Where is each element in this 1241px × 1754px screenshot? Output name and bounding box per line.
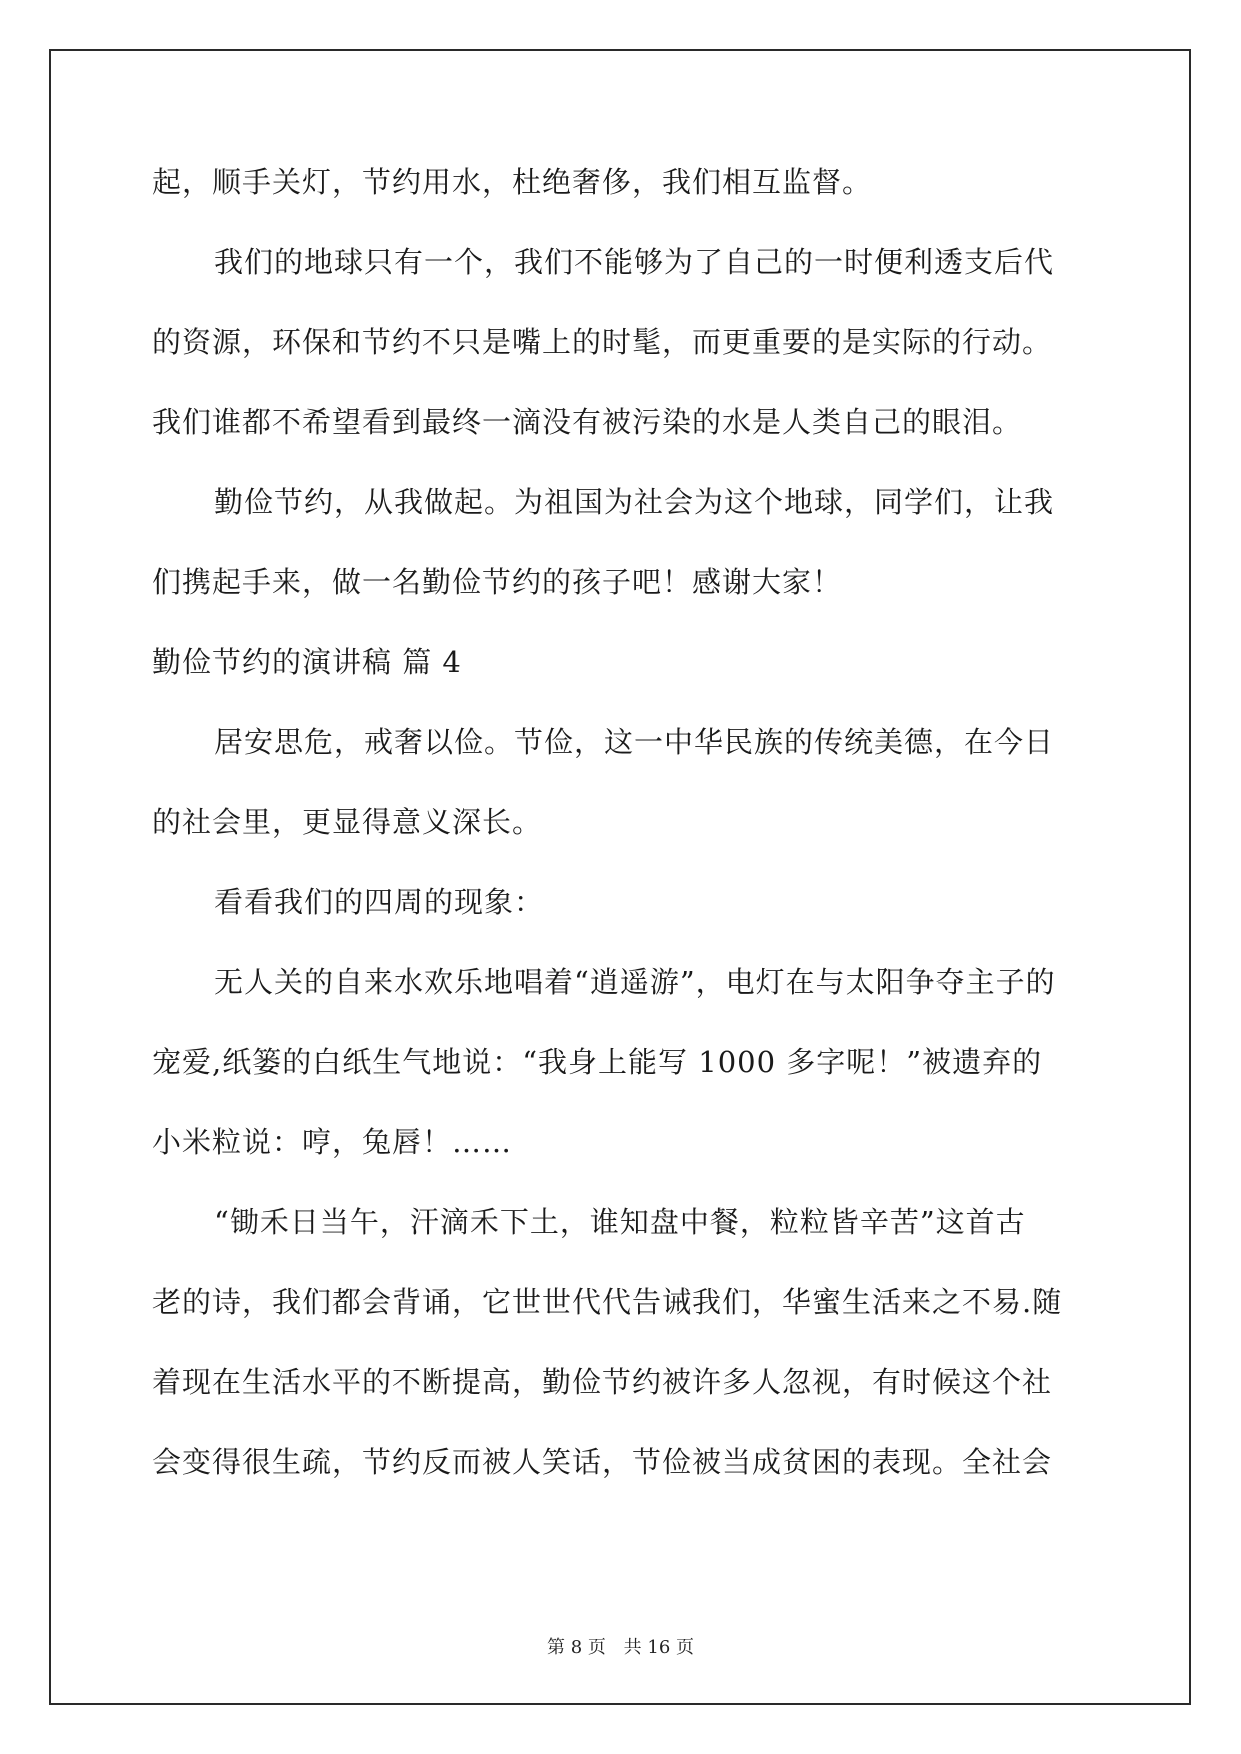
page-number: 第 8 页 bbox=[547, 1637, 606, 1658]
paragraph-line: 居安思危，戒奢以俭。节俭，这一中华民族的传统美德，在今日 bbox=[214, 725, 1055, 759]
paragraph-line: 们携起手来，做一名勤俭节约的孩子吧！感谢大家！ bbox=[152, 565, 843, 599]
paragraph-line: 会变得很生疏，节约反而被人笑话，节俭被当成贫困的表现。全社会 bbox=[152, 1445, 1053, 1479]
page-footer bbox=[0, 1636, 1241, 1660]
paragraph-line: 老的诗，我们都会背诵，它世世代代告诫我们，华蜜生活来之不易.随 bbox=[152, 1285, 1063, 1319]
paragraph-line: 起，顺手关灯，节约用水，杜绝奢侈，我们相互监督。 bbox=[152, 165, 873, 199]
paragraph-line: 的资源，环保和节约不只是嘴上的时髦，而更重要的是实际的行动。 bbox=[152, 325, 1053, 359]
section-heading: 勤俭节约的演讲稿 篇 4 bbox=[152, 645, 462, 679]
paragraph-line: 我们的地球只有一个，我们不能够为了自己的一时便利透支后代 bbox=[214, 245, 1055, 279]
paragraph-line: 无人关的自来水欢乐地唱着“逍遥游”，电灯在与太阳争夺主子的 bbox=[214, 965, 1056, 999]
paragraph-line: 看看我们的四周的现象： bbox=[214, 885, 545, 919]
paragraph-line: 勤俭节约，从我做起。为祖国为社会为这个地球，同学们，让我 bbox=[214, 485, 1055, 519]
page-total: 共 16 页 bbox=[623, 1637, 694, 1658]
paragraph-line: 着现在生活水平的不断提高，勤俭节约被许多人忽视，有时候这个社 bbox=[152, 1365, 1053, 1399]
paragraph-line: “锄禾日当午，汗滴禾下土，谁知盘中餐，粒粒皆辛苦”这首古 bbox=[214, 1205, 1026, 1239]
paragraph-line: 我们谁都不希望看到最终一滴没有被污染的水是人类自己的眼泪。 bbox=[152, 405, 1023, 439]
paragraph-line: 的社会里，更显得意义深长。 bbox=[152, 805, 543, 839]
paragraph-line: 小米粒说：哼，兔唇！…… bbox=[152, 1125, 513, 1159]
paragraph-line: 宠爱,纸篓的白纸生气地说：“我身上能写 1000 多字呢！”被遗弃的 bbox=[152, 1045, 1043, 1079]
